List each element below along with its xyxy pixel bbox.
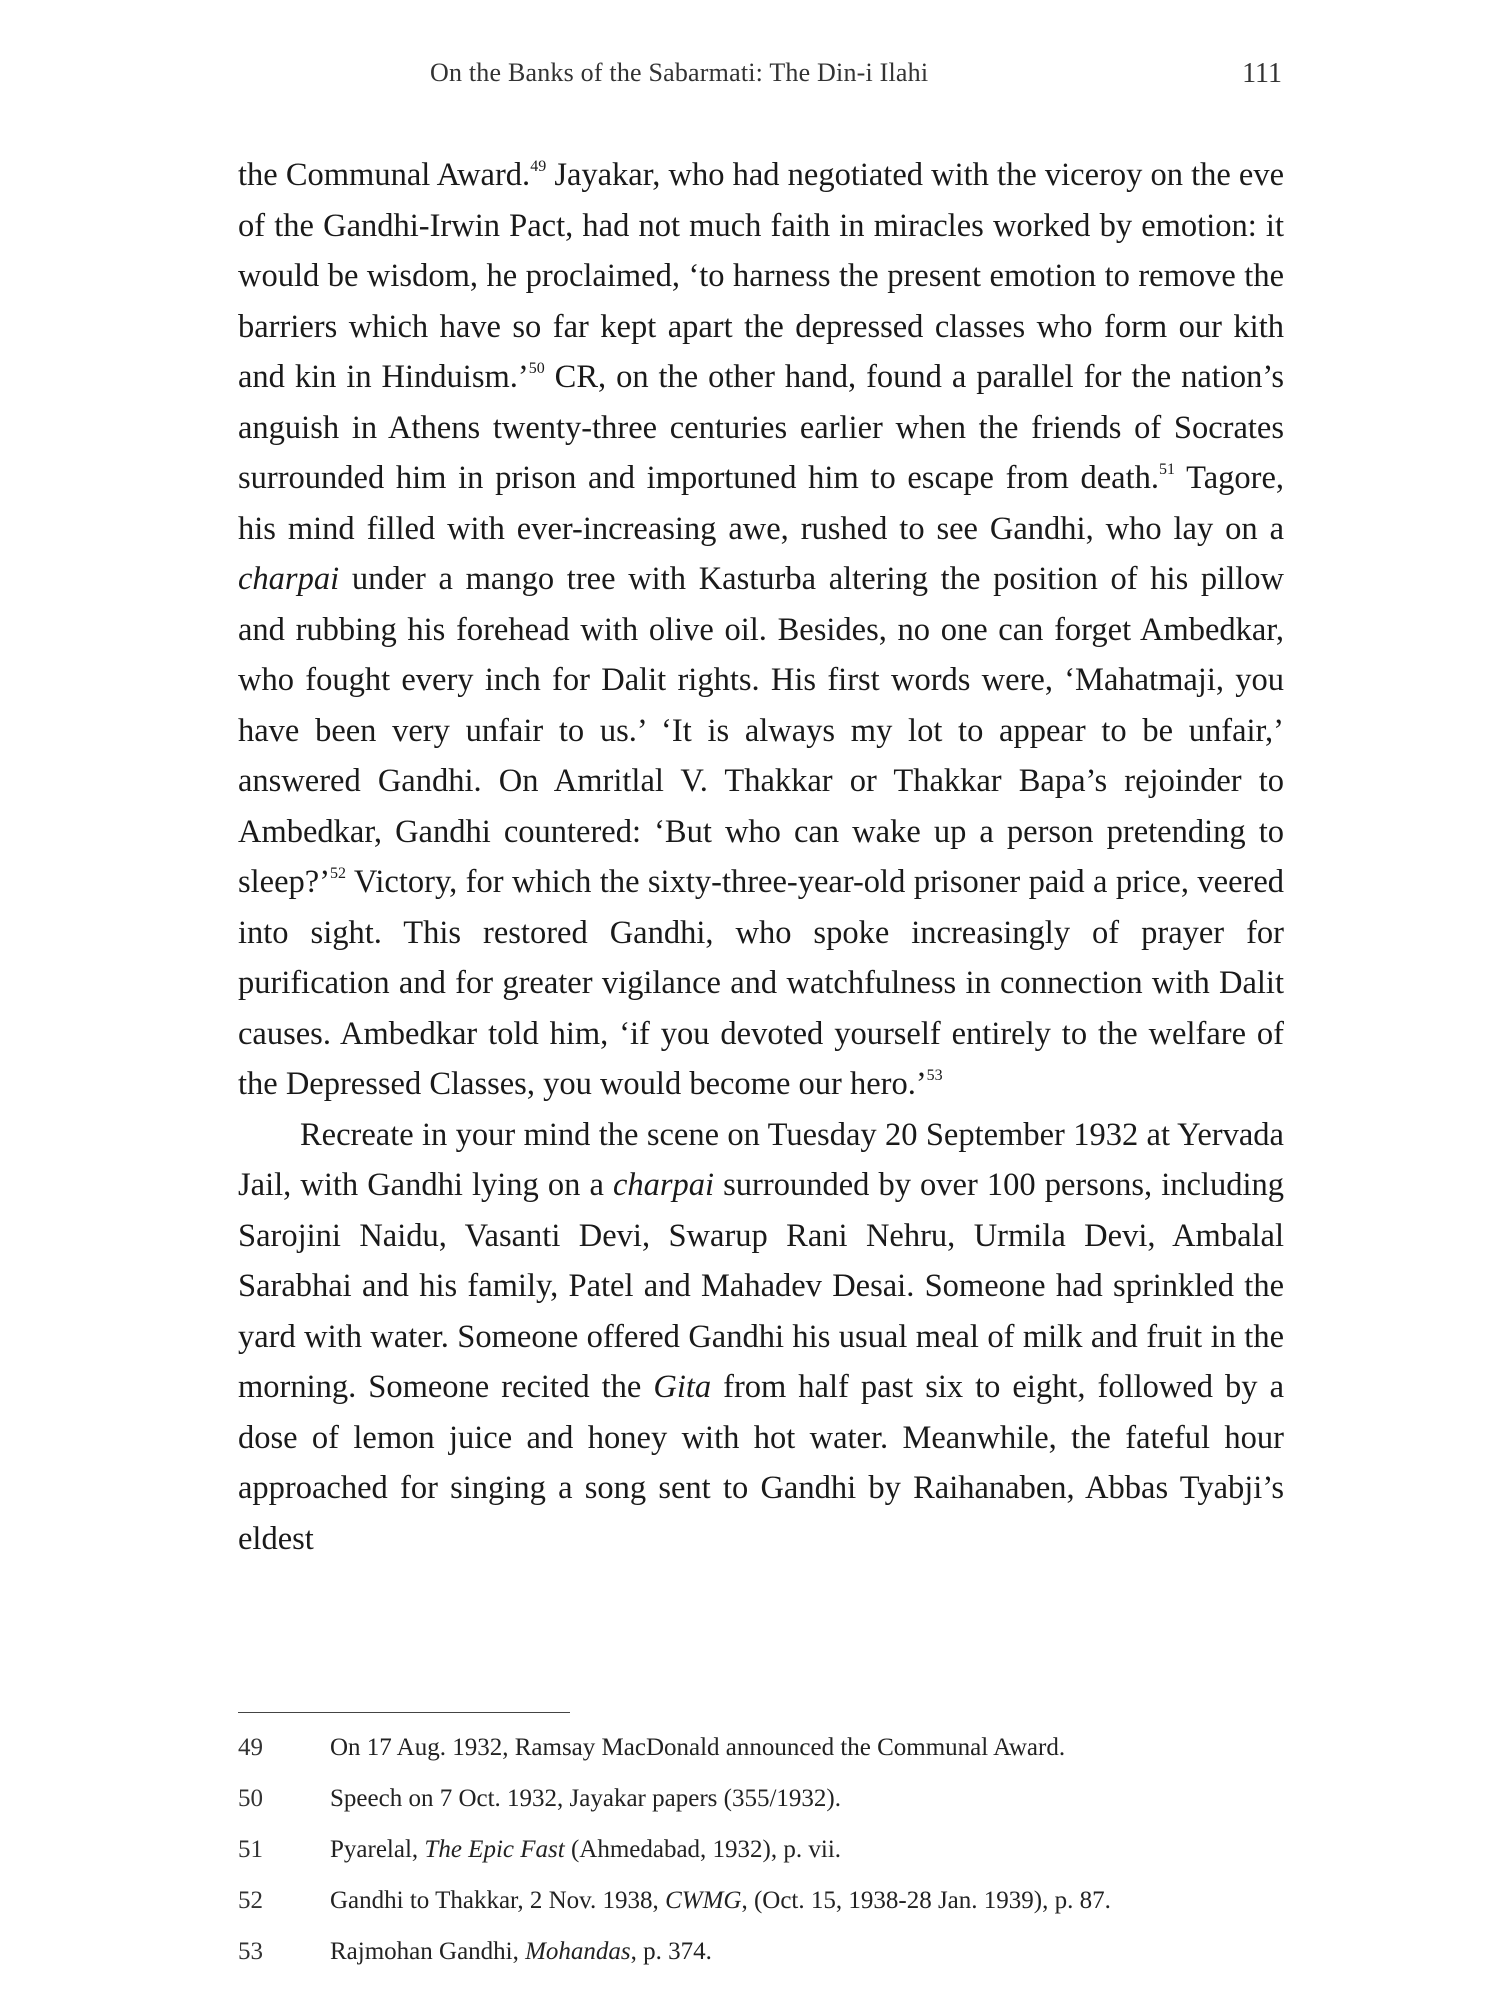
footnote-text-run: , (Oct. 15, 1938-28 Jan. 1939), p. 87. — [741, 1886, 1111, 1914]
footnote-52 — [238, 1875, 1284, 1926]
footnote-number: 50 — [238, 1784, 263, 1812]
footnote-text: On 17 Aug. 1932, Ramsay MacDonald announced the Communal Award. — [330, 1733, 1066, 1761]
footnote-ref-49[interactable]: 49 — [530, 158, 547, 175]
body-text — [238, 150, 1284, 1564]
text-run: surrounded by over 100 persons, including Sarojini Naidu, Vasanti Devi, Swarup Rani Nehru, Urmila Devi, Ambalal Sarabhai and his family, Patel and Mahadev Desai. Someone had sprinkled the yard with water. Someone offered Gandhi his usual meal of milk and fruit in the morning. Someone recited the — [238, 1167, 1284, 1405]
footnotes — [238, 1722, 1284, 1977]
paragraph-1 — [238, 150, 1284, 1110]
footnote-text: Speech on 7 Oct. 1932, Jayakar papers (355/1932). — [330, 1784, 841, 1812]
text-run: under a mango tree with Kasturba altering the position of his pillow and rubbing his forehead with olive oil. Besides, no one can forget Ambedkar, who fought every inch for Dalit rights. His first words were, ‘Mahatmaji, you have been very unfair to us.’ ‘It is always my lot to appear to be unfair,’ answered Gandhi. On Amritlal V. Thakkar or Thakkar Bapa’s rejoinder to Ambedkar, Gandhi countered: ‘But who can wake up a person pretending to sleep?’ — [238, 561, 1284, 900]
footnote-number: 53 — [238, 1937, 263, 1965]
italic-term: charpai — [238, 561, 340, 597]
italic-title: Gita — [653, 1369, 712, 1405]
page-number: 111 — [1242, 58, 1282, 89]
footnote-number: 52 — [238, 1886, 263, 1914]
footnote-ref-53[interactable]: 53 — [926, 1067, 943, 1084]
text-run: Victory, for which the sixty-three-year-old prisoner paid a price, veered into sight. This restored Gandhi, who spoke increasingly of prayer for purification and for greater vigilance and watchfulness in connection with Dalit causes. Ambedkar told him, ‘if you devoted yourself entirely to the welfare of the Depressed Classes, you would become our hero.’ — [238, 864, 1284, 1102]
footnote-divider — [238, 1712, 570, 1713]
footnote-text — [330, 1938, 1284, 1966]
paragraph-2 — [238, 1110, 1284, 1565]
footnote-51 — [238, 1824, 1284, 1875]
footnote-text — [330, 1836, 1284, 1864]
footnote-number: 51 — [238, 1835, 263, 1863]
italic-term: charpai — [612, 1167, 715, 1203]
footnote-text — [330, 1887, 1284, 1915]
footnote-text-run: Pyarelal, — [330, 1835, 425, 1863]
text-run: the Communal Award. — [238, 157, 531, 193]
text-run: Recreate in your mind the scene on Tuesday 20 September 1932 at Yervada Jail, with Gandhi lying on a — [238, 1116, 1284, 1203]
footnote-number: 49 — [238, 1733, 263, 1761]
footnote-text-run: (Ahmedabad, 1932), p. vii. — [564, 1835, 842, 1863]
text-run: Jayakar, who had negotiated with the viceroy on the eve of the Gandhi-Irwin Pact, had not much faith in miracles worked by emotion: it would be wisdom, he proclaimed, ‘to harness the present emotion to remove the barriers which have so far kept apart the depressed classes who form our kith and kin in Hinduism.’ — [238, 157, 1285, 395]
footnote-italic-title: The Epic Fast — [424, 1835, 565, 1863]
running-header — [0, 58, 1500, 98]
footnote-italic-title: CWMG — [665, 1886, 742, 1914]
footnote-text-run: Rajmohan Gandhi, — [330, 1937, 526, 1965]
footnote-53 — [238, 1926, 1284, 1977]
footnote-text-run: , p. 374. — [630, 1937, 712, 1965]
footnote-ref-50[interactable]: 50 — [528, 360, 545, 377]
footnote-italic-title: Mohandas — [525, 1937, 631, 1965]
footnote-ref-52[interactable]: 52 — [330, 865, 347, 882]
footnote-text-run: Gandhi to Thakkar, 2 Nov. 1938, — [330, 1886, 666, 1914]
text-run: CR, on the other hand, found a parallel for the nation’s anguish in Athens twenty-three centuries earlier when the friends of Socrates surrounded him in prison and importuned him to escape from death. — [238, 359, 1285, 496]
footnote-49 — [238, 1722, 1284, 1773]
text-run: from half past six to eight, followed by a dose of lemon juice and honey with hot water. Meanwhile, the fateful hour approached for singing a song sent to Gandhi by Raihanaben, Abbas Tyabji’s eldest — [238, 1369, 1284, 1557]
running-header-title: On the Banks of the Sabarmati: The Din-i Ilahi — [430, 58, 929, 87]
footnote-ref-51[interactable]: 51 — [1159, 461, 1176, 478]
footnote-50 — [238, 1773, 1284, 1824]
text-run: Tagore, his mind filled with ever-increasing awe, rushed to see Gandhi, who lay on a — [238, 460, 1285, 547]
